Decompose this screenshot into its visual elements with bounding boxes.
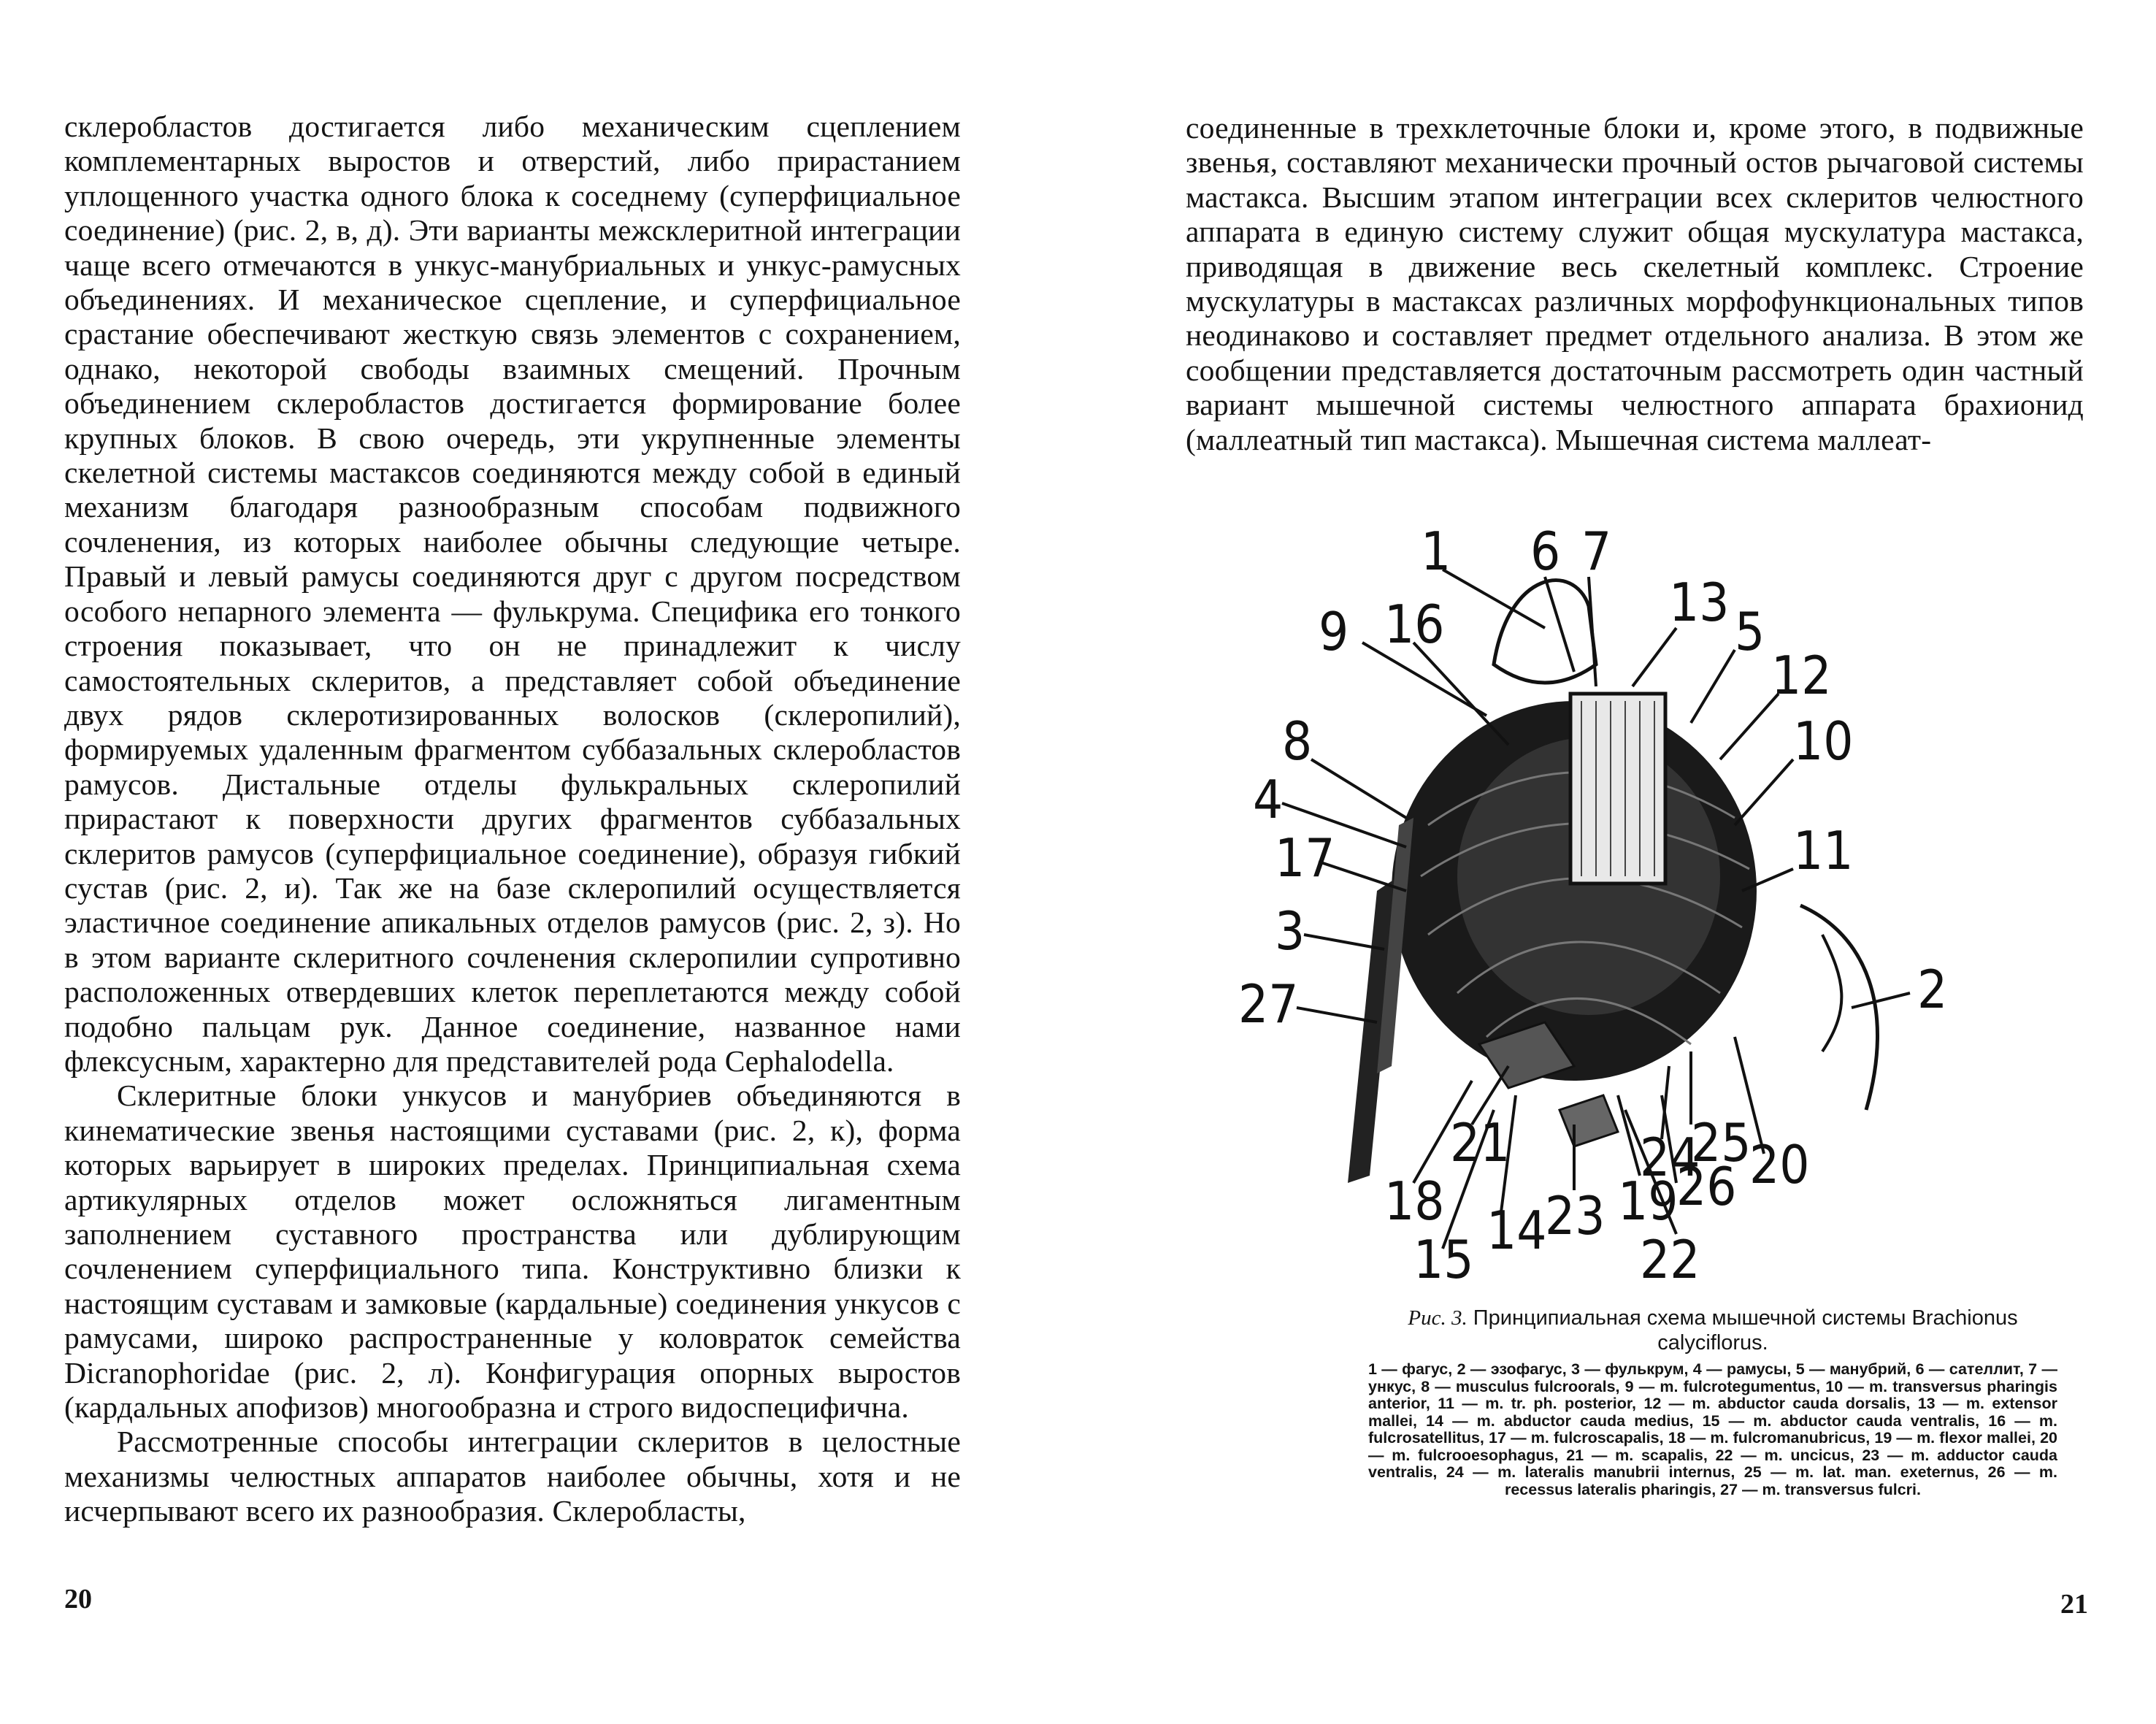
- figure-label: 12: [1771, 645, 1832, 706]
- figure-label: 1: [1421, 521, 1451, 582]
- paragraph: склеробластов достигается либо механическим сцеплением комплементарных выростов и отверстий, либо прирастанием уплощенного участка одного блока к соседнему (суперфициальное соединение) (рис. 2, в, д). Эти варианты межсклеритной интеграции чаще всего отмечаются в ункус-манубриальных и ункус-рамусных объединениях. И механическое сцепление, и суперфициальное срастание обеспечивают жесткую связь элементов с сохранением, однако, некоторой свободы взаимных смещений. Прочным объединением склеробластов достигается формирование более крупных блоков. В свою очередь, эти укрупненные элементы скелетной системы мастаксов соединяются между собой в единый механизм благодаря разнообразным способам подвижного сочленения, из которых наиболее обычны следующие четыре. Правый и левый рамусы соединяются друг с другом посредством особого непарного элемента — фулькрума. Специфика его тонкого строения показывает, что он не принадлежит к числу самостоятельных склеритов, а представляет собой объединение двух рядов склеротизированных волосков (склеропилий), формируемых удаленным фрагментом суббазальных склеробластов рамусов. Дистальные отделы фулькральных склеропилий прирастают к поверхности других фрагментов суббазальных склеритов рамусов (суперфициальное соединение), образуя гибкий сустав (рис. 2, и). Так же на базе склеропилий осуществляется эластичное соединение апикальных отделов рамусов (рис. 2, з). Но в этом варианте склеритного сочленения склеропилии супротивно расположенных отвердевших клеток переплетаются между собой подобно пальцам рук. Данное соединение, названное нами флексусным, характерно для представителей рода Cephalodella.: [64, 110, 961, 1078]
- figure-label: 11: [1793, 820, 1854, 881]
- figure-label: 5: [1735, 601, 1765, 662]
- figure-label: 2: [1917, 959, 1948, 1020]
- phagus-shape: [1494, 581, 1596, 683]
- figure-label: 18: [1384, 1171, 1445, 1232]
- figure-label: 13: [1669, 572, 1730, 633]
- paragraph: Рассмотренные способы интеграции склеритов в целостные механизмы челюстных аппаратов наиболее обычны, хотя и не исчерпывают всего их разнообразия. Склеробласты,: [64, 1425, 961, 1528]
- caption-title: [1368, 1306, 2057, 1355]
- figure-label: 26: [1676, 1156, 1737, 1217]
- paragraph: Склеритные блоки ункусов и манубриев объединяются в кинематические звенья настоящими суставами (рис. 2, к), форма которых варьирует в широких пределах. Принципиальная схема артикулярных отделов может осложняться лигаментным заполнением суставного пространства или дублирующим сочленением суперфициального типа. Конструктивно близки к настоящим суставам и замковые (кардальные) соединения ункусов с рамусами, широко распространенные у коловраток семейства Dicranophoridae (рис. 2, л). Конфигурация опорных выростов (кардальных апофизов) многообразна и строго видоспецифична.: [64, 1079, 961, 1425]
- figure-label: 3: [1275, 900, 1305, 962]
- figure-label: 8: [1282, 710, 1313, 772]
- page-number-left: 20: [64, 1584, 92, 1614]
- muscle-diagram: [1165, 482, 2041, 1285]
- paragraph: соединенные в трехклеточные блоки и, кроме этого, в подвижные звенья, составляют механически прочный остов рычаговой системы мастакса. Высшим этапом интеграции всех склеритов челюстного аппарата в единую систему служит общая мускулатура мастакса, приводящая в движение весь скелетный комплекс. Строение мускулатуры в мастаксах различных морфофункциональных типов неодинаково и составляет предмет отдельного анализа. В этом же сообщении представляется достаточным рассмотреть один частный вариант мышечной системы челюстного аппарата брахионид (маллеатный тип мастакса). Мышечная система маллеат-: [1186, 111, 2084, 456]
- figure-label: 25: [1691, 1112, 1752, 1173]
- figure-label: 4: [1253, 769, 1284, 830]
- figure-label: 19: [1618, 1171, 1679, 1232]
- right-page: [1078, 0, 2156, 1724]
- figure-label: 15: [1413, 1229, 1474, 1285]
- figure-label: 17: [1275, 827, 1335, 889]
- figure-label: 9: [1319, 601, 1349, 662]
- figure-legend: 1 — фагус, 2 — эзофагус, 3 — фулькрум, 4 — рамусы, 5 — манубрий, 6 — сателлит, 7 — ункус, 8 — musculus fulcroorals, 9 — m. fulcrotegumentus, 10 — m. transversus pharingis anterior, 11 — m. tr. ph. posterior, 12 — m. abductor cauda dorsalis, 13 — m. extensor mallei, 14 — m. abductor cauda medius, 15 — m. abductor cauda ventralis, 16 — m. fulcrosatellitus, 17 — m. fulcroscapalis, 18 — m. fulcromanubricus, 19 — m. flexor mallei, 20 — m. fulcrooesophagus, 21 — m. scapalis, 22 — m. uncicus, 23 — m. adductor cauda ventralis, 24 — m. lateralis manubrii internus, 25 — m. lat. man. exeternus, 26 — m. recessus lateralis pharingis, 27 — m. transversus fulcri.: [1368, 1360, 2057, 1498]
- figure-label: 16: [1384, 594, 1445, 655]
- figure-label: 27: [1238, 973, 1299, 1035]
- figure-label: 6: [1530, 521, 1561, 582]
- caption-text: Принципиальная схема мышечной системы Brachionus calyciflorus.: [1473, 1306, 2018, 1355]
- figure-label: 14: [1486, 1200, 1547, 1261]
- figure-label: 10: [1793, 710, 1854, 772]
- figure-label: 24: [1640, 1127, 1700, 1188]
- figure-number: Рис. 3.: [1408, 1306, 1468, 1330]
- right-body-text: [1186, 111, 2084, 457]
- oesophagus: [1800, 905, 1878, 1110]
- figure-label: 7: [1581, 521, 1612, 582]
- muscle-diagram-figure: [1165, 482, 2041, 1285]
- figure-label: 23: [1545, 1185, 1606, 1246]
- lower-piece-2: [1560, 1095, 1618, 1146]
- uncus-block: [1570, 694, 1665, 884]
- figure-caption: [1368, 1306, 2057, 1498]
- figure-label: 21: [1450, 1112, 1511, 1173]
- figure-label: 22: [1640, 1229, 1700, 1285]
- left-body-text: [64, 110, 961, 1529]
- page-number-right: 21: [2060, 1589, 2088, 1620]
- figure-label: 20: [1749, 1134, 1810, 1195]
